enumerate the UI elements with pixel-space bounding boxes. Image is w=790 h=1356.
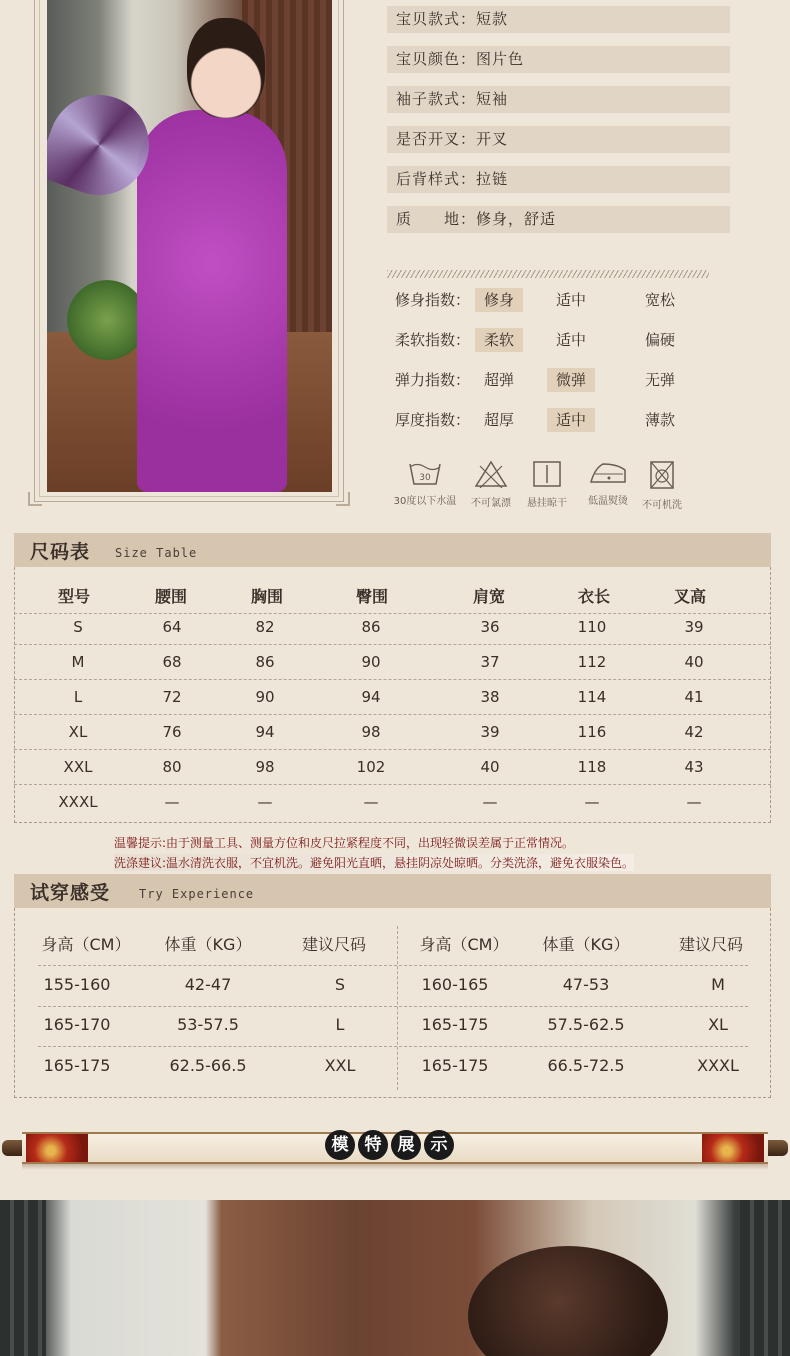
table-cell: 68 xyxy=(162,653,182,671)
try-cell: 165-175 xyxy=(421,1056,489,1075)
index-label: 柔软指数： xyxy=(395,331,471,349)
table-header-cell: 型号 xyxy=(57,587,91,606)
section-title: 尺码表 xyxy=(30,541,91,563)
model-photo[interactable] xyxy=(47,0,332,492)
table-cell: 94 xyxy=(255,723,275,741)
photo-plant xyxy=(67,280,147,360)
model-photo-frame xyxy=(34,0,344,502)
table-row xyxy=(14,750,771,785)
product-info-section xyxy=(0,0,790,525)
table-cell: XL xyxy=(68,723,88,741)
care-label: 低温熨烫 xyxy=(588,496,628,507)
table-row xyxy=(14,785,771,820)
table-cell: 90 xyxy=(361,653,381,671)
table-cell: L xyxy=(73,688,83,706)
table-cell: 40 xyxy=(480,758,500,776)
index-option: 超厚 xyxy=(484,411,515,429)
size-table-header xyxy=(14,533,771,567)
table-cell: 39 xyxy=(684,618,704,636)
try-cell: 62.5-66.5 xyxy=(169,1056,247,1075)
size-table xyxy=(14,567,771,823)
try-row xyxy=(14,1005,771,1045)
care-label: 悬挂晾干 xyxy=(527,498,567,509)
table-cell: 80 xyxy=(162,758,182,776)
table-cell: — xyxy=(686,793,702,811)
table-header-row xyxy=(14,579,771,614)
no-machine-wash-icon xyxy=(648,460,676,490)
index-option: 适中 xyxy=(556,291,587,309)
table-cell: 86 xyxy=(361,618,381,636)
table-cell: 39 xyxy=(480,723,500,741)
spec-style xyxy=(387,6,730,33)
index-option: 宽松 xyxy=(645,291,676,309)
try-cell: 165-170 xyxy=(43,1015,111,1034)
try-header-cell: 体重（KG） xyxy=(542,935,630,954)
try-cell: 66.5-72.5 xyxy=(547,1056,625,1075)
no-bleach-icon xyxy=(474,460,508,488)
spec-text: 质 地：修身，舒适 xyxy=(396,210,557,228)
care-label: 不可氯漂 xyxy=(471,498,511,509)
table-cell: 37 xyxy=(480,653,500,671)
table-cell: — xyxy=(164,793,180,811)
table-row xyxy=(14,680,771,715)
try-experience-header xyxy=(14,874,771,908)
spec-text: 袖子款式：短袖 xyxy=(396,90,509,108)
table-cell: 36 xyxy=(480,618,500,636)
model-photo-bottom[interactable] xyxy=(0,1200,790,1356)
frame-corner-ornament xyxy=(28,492,42,506)
scroll-shadow xyxy=(22,1164,768,1170)
table-cell: — xyxy=(482,793,498,811)
table-cell: 118 xyxy=(577,758,607,776)
table-cell: XXL xyxy=(63,758,93,776)
care-wash xyxy=(390,460,460,507)
spec-slit xyxy=(387,126,730,153)
table-cell: 38 xyxy=(480,688,500,706)
table-cell: — xyxy=(257,793,273,811)
table-header-cell: 腰围 xyxy=(154,587,188,606)
index-option-selected: 微弹 xyxy=(547,368,595,392)
index-option: 薄款 xyxy=(645,411,676,429)
measurement-tip: 温馨提示:由于测量工具、测量方位和皮尺拉紧程度不同，出现轻微误差属于正常情况。 xyxy=(114,836,575,850)
table-cell: 114 xyxy=(577,688,607,706)
index-label: 弹力指数： xyxy=(395,371,471,389)
table-header-cell: 衣长 xyxy=(577,587,611,606)
table-cell: 98 xyxy=(361,723,381,741)
try-row xyxy=(14,965,771,1005)
index-option: 超弹 xyxy=(484,371,515,389)
index-option: 无弹 xyxy=(645,371,676,389)
care-label: 不可机洗 xyxy=(642,500,682,511)
try-header-cell: 建议尺码 xyxy=(301,935,367,954)
model-hair xyxy=(468,1246,668,1356)
index-label: 修身指数： xyxy=(395,291,471,309)
try-cell: XL xyxy=(708,1015,728,1034)
try-cell: 155-160 xyxy=(43,975,111,994)
spec-text: 是否开叉：开叉 xyxy=(396,130,509,148)
try-cell: S xyxy=(334,975,346,994)
window-frame xyxy=(740,1200,790,1356)
photo-dress xyxy=(137,110,287,492)
index-option-selected: 柔软 xyxy=(475,328,523,352)
index-option: 偏硬 xyxy=(645,331,676,349)
table-cell: 43 xyxy=(684,758,704,776)
section-subtitle: Size Table xyxy=(115,546,198,560)
table-cell: 90 xyxy=(255,688,275,706)
wash-30-icon xyxy=(408,460,442,486)
table-header-cell: 胸围 xyxy=(250,587,284,606)
window-frame xyxy=(0,1200,46,1356)
try-cell: 57.5-62.5 xyxy=(547,1015,625,1034)
table-cell: M xyxy=(71,653,85,671)
table-cell: 94 xyxy=(361,688,381,706)
table-header-cell: 叉高 xyxy=(673,587,707,606)
section-title: 试穿感受 xyxy=(30,882,111,904)
try-header-cell: 身高（CM） xyxy=(419,935,509,954)
try-cell: 165-175 xyxy=(43,1056,111,1075)
table-row xyxy=(14,610,771,645)
table-cell: 110 xyxy=(577,618,607,636)
table-cell: 102 xyxy=(356,758,386,776)
spec-text: 宝贝颜色：图片色 xyxy=(396,50,525,68)
spec-texture xyxy=(387,206,730,233)
table-cell: 64 xyxy=(162,618,182,636)
index-option-selected: 适中 xyxy=(547,408,595,432)
try-cell: L xyxy=(335,1015,345,1034)
care-label: 30度以下水温 xyxy=(393,496,457,507)
spec-text: 宝贝款式：短款 xyxy=(396,10,509,28)
spec-text: 后背样式：拉链 xyxy=(396,170,509,188)
scroll-ornament-right xyxy=(702,1134,764,1162)
banner-seal: 特 xyxy=(358,1130,388,1160)
try-cell: 53-57.5 xyxy=(177,1015,239,1034)
photo-model-head xyxy=(187,18,265,118)
try-cell: 42-47 xyxy=(184,975,232,994)
hang-dry-icon xyxy=(532,460,562,488)
spec-sleeve xyxy=(387,86,730,113)
spec-color xyxy=(387,46,730,73)
table-header-cell: 肩宽 xyxy=(472,587,506,606)
try-cell: XXXL xyxy=(697,1056,739,1075)
banner-seal: 模 xyxy=(325,1130,355,1160)
spec-back xyxy=(387,166,730,193)
table-cell: — xyxy=(584,793,600,811)
iron-low-icon xyxy=(587,460,629,486)
table-cell: 72 xyxy=(162,688,182,706)
scroll-ornament-left xyxy=(26,1134,88,1162)
try-row xyxy=(14,1046,771,1086)
try-header-cell: 建议尺码 xyxy=(678,935,744,954)
table-row xyxy=(14,715,771,750)
banner-seal: 展 xyxy=(391,1130,421,1160)
table-cell: 98 xyxy=(255,758,275,776)
section-subtitle: Try Experience xyxy=(139,887,255,901)
table-cell: 116 xyxy=(577,723,607,741)
washing-tip: 洗涤建议:温水清洗衣服，不宜机洗。避免阳光直晒，悬挂阴凉处晾晒。分类洗涤，避免衣服染色。 xyxy=(114,856,635,870)
table-cell: 40 xyxy=(684,653,704,671)
care-dry xyxy=(512,460,582,509)
table-cell: 112 xyxy=(577,653,607,671)
banner-seal: 示 xyxy=(424,1130,454,1160)
try-cell: 47-53 xyxy=(562,975,610,994)
wash-temp-text: 30 xyxy=(419,473,431,483)
model-showcase-banner xyxy=(0,1128,790,1172)
table-header-cell: 臀围 xyxy=(355,587,389,606)
table-cell: 76 xyxy=(162,723,182,741)
try-cell: M xyxy=(711,975,725,994)
table-cell: S xyxy=(73,618,83,636)
try-header-row xyxy=(14,925,771,965)
table-cell: XXXL xyxy=(58,793,98,811)
index-label: 厚度指数： xyxy=(395,411,471,429)
table-cell: 86 xyxy=(255,653,275,671)
table-row xyxy=(14,645,771,680)
index-option: 适中 xyxy=(556,331,587,349)
try-header-cell: 体重（KG） xyxy=(164,935,252,954)
table-cell: 41 xyxy=(684,688,704,706)
table-cell: 82 xyxy=(255,618,275,636)
try-header-cell: 身高（CM） xyxy=(41,935,131,954)
index-option-selected: 修身 xyxy=(475,288,523,312)
dotted-divider xyxy=(387,270,709,278)
try-cell: 160-165 xyxy=(421,975,489,994)
table-cell: — xyxy=(363,793,379,811)
care-machine xyxy=(627,460,697,511)
try-cell: XXL xyxy=(324,1056,356,1075)
table-cell: 42 xyxy=(684,723,704,741)
frame-corner-ornament xyxy=(336,492,350,506)
try-cell: 165-175 xyxy=(421,1015,489,1034)
